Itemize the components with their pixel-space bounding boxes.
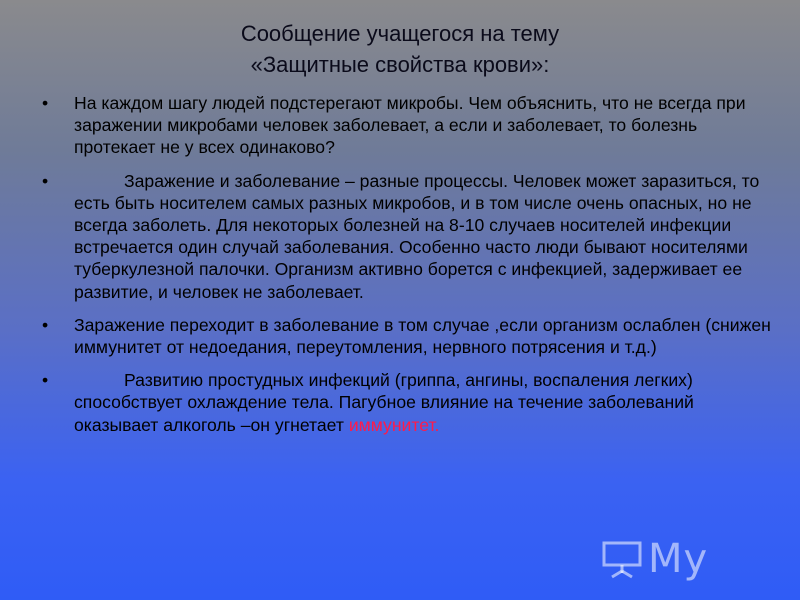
- bullet-symbol: •: [42, 93, 49, 113]
- list-item: [42, 369, 782, 436]
- list-item: [42, 314, 782, 358]
- list-item-text: Развитию простудных инфекций (гриппа, ангины, воспаления легких) способствует охлаждение тела. Пагубное влияние на течение заболеваний оказывает алкоголь –он угнетает: [74, 370, 694, 435]
- list-item-text: Заражение и заболевание – разные процессы. Человек может заразиться, то есть быть носителем самых разных микробов, и в том числе очень опасных, но не всегда заболеть. Для некоторых болезней на 8-10 случаев носителей инфекции встречается один случай заболевания. Особенно часто люди бывают носителями туберкулезной палочки. Организм активно борется с инфекцией, задерживает ее развитие, и человек не заболевает.: [74, 170, 760, 302]
- watermark-text: My: [648, 536, 709, 582]
- presentation-board-icon: [600, 537, 644, 581]
- highlighted-word: иммунитет.: [348, 414, 440, 435]
- list-item: [42, 170, 782, 303]
- list-item-text: Заражение переходит в заболевание в том случае ,если организм ослаблен (снижен иммунитет от недоедания, переутомления, нервного потрясения и т.д.): [74, 314, 771, 358]
- list-item: [42, 92, 782, 159]
- watermark: [600, 524, 800, 594]
- bullet-symbol: •: [42, 370, 49, 391]
- title-line-1: Сообщение учащегося на тему: [240, 21, 560, 46]
- title-line-2: «Защитные свойства крови»:: [250, 52, 550, 77]
- bullet-symbol: •: [42, 314, 49, 335]
- slide-title: [0, 18, 800, 80]
- bullet-symbol: •: [42, 170, 49, 191]
- list-item-text: На каждом шагу людей подстерегают микробы. Чем объяснить, что не всегда при заражении микробами человек заболевает, а если и заболевает, то болезнь протекает не у всех одинаково?: [74, 93, 746, 158]
- bullet-list: [42, 92, 782, 447]
